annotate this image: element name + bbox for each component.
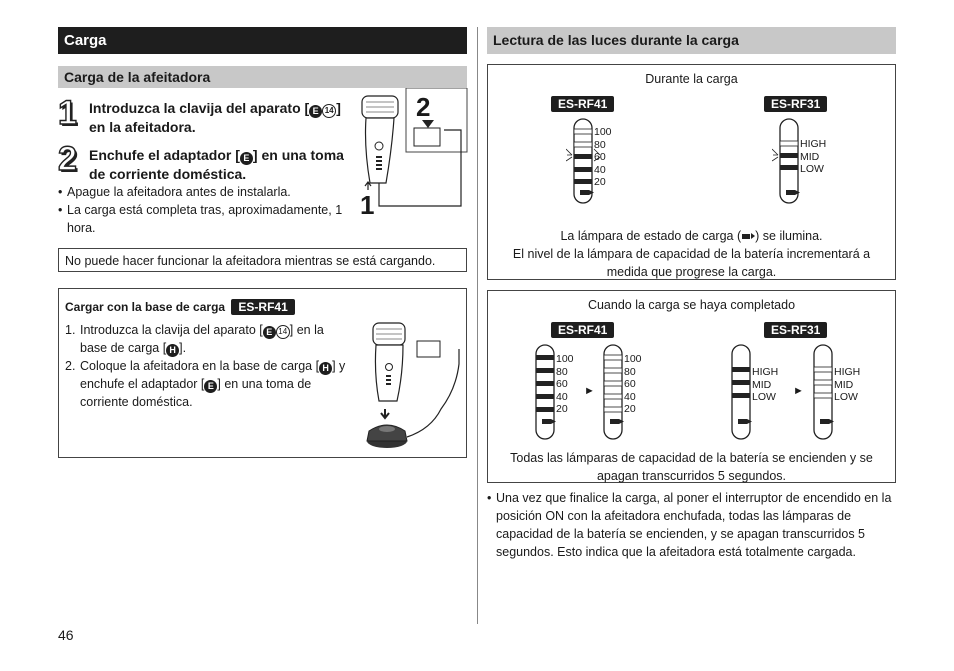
model-badge-rf41: ES-RF41 — [551, 321, 614, 339]
illustration-label-2: 2 — [416, 92, 431, 122]
model-badge-rf41: ES-RF41 — [551, 95, 614, 113]
model-badge: ES-RF41 — [231, 299, 294, 315]
base-step-2: 2. Coloque la afeitadora en la base de carga [ H ] y enchufe el adaptador [ E ] en una toma de corriente doméstica. — [65, 359, 346, 409]
level-labels-rf41: 100 80 60 40 20 — [594, 126, 612, 188]
battery-lamp-rf31-full-on — [724, 343, 752, 443]
model-badge-rf31: ES-RF31 — [764, 95, 827, 113]
battery-lamp-rf41-full-on — [528, 343, 556, 443]
step-number-2: 2 — [58, 140, 77, 178]
column-divider — [477, 27, 478, 624]
marker-e-icon: E — [309, 105, 322, 118]
section-title-lectura: Lectura de las luces durante la carga — [487, 27, 896, 54]
bullet-item: • La carga está completa tras, aproximadamente, 1 hora. — [58, 201, 358, 237]
right-bullets — [487, 489, 896, 561]
plug-icon — [742, 234, 750, 239]
step-1-text: Introduzca la clavija del aparato [ E 14 ] en la afeitadora. — [89, 100, 341, 135]
complete-description: Todas las lámparas de capacidad de la batería se encienden y se apagan transcurridos 5 segundos. — [510, 451, 873, 483]
level-labels-rf41-b: 100 80 60 40 20 — [624, 353, 642, 415]
during-charge-box — [487, 64, 896, 280]
page-number: 46 — [58, 627, 74, 643]
during-description: La lámpara de estado de carga ( ) se ilumina. El nivel de la lámpara de capacidad de la batería incrementará a medida que progrese la carga. — [512, 229, 871, 279]
level-labels-rf31-a: HIGH MID LOW — [752, 366, 779, 403]
level-labels-rf31-b: HIGH MID LOW — [834, 366, 861, 403]
marker-e-icon: E — [240, 152, 253, 165]
ref-number: 14 — [276, 325, 290, 339]
marker-e-icon: E — [204, 380, 217, 393]
ref-number: 14 — [322, 104, 336, 118]
arrow-icon: ► — [793, 385, 804, 397]
marker-e-icon: E — [263, 326, 276, 339]
level-labels-rf31: HIGH MID LOW — [800, 138, 827, 175]
base-charging-box — [58, 288, 467, 458]
marker-h-icon: H — [166, 344, 179, 357]
section-title-carga: Carga — [58, 27, 467, 54]
illustration-label-1: 1 — [360, 190, 375, 220]
base-title: Cargar con la base de carga ES-RF41 — [65, 299, 295, 315]
marker-h-icon: H — [319, 362, 332, 375]
battery-lamp-rf31-full-off — [806, 343, 834, 443]
during-caption: Durante la carga — [645, 72, 738, 86]
bullet-item: • Una vez que finalice la carga, al poner el interruptor de encendido en la posición ON con la afeitadora enchufada, todas las lámparas de capacidad de la batería se encienden, y se apagan transcurridos 5 segundos. Esto indica que la afeitadora está totalmente cargada. — [487, 489, 896, 561]
arrow-icon: ► — [584, 385, 595, 397]
complete-caption: Cuando la carga se haya completado — [587, 298, 796, 312]
step-number-1: 1 — [58, 94, 77, 132]
charging-bullets — [58, 183, 358, 237]
battery-lamp-rf41-full-off — [596, 343, 624, 443]
step-2-text: Enchufe el adaptador [ E ] en una toma de corriente doméstica. — [89, 147, 344, 182]
complete-charge-box — [487, 290, 896, 483]
note-box: No puede hacer funcionar la afeitadora mientras se está cargando. — [58, 248, 467, 272]
model-badge-rf31: ES-RF31 — [764, 321, 827, 339]
base-step-1: 1. Introduzca la clavija del aparato [ E 14 ] en la base de carga [ H ]. — [65, 323, 324, 355]
bullet-item: • Apague la afeitadora antes de instalarla. — [58, 183, 358, 201]
charging-base-illustration — [361, 319, 465, 454]
level-labels-rf41-a: 100 80 60 40 20 — [556, 353, 574, 415]
subsection-title: Carga de la afeitadora — [58, 66, 467, 88]
